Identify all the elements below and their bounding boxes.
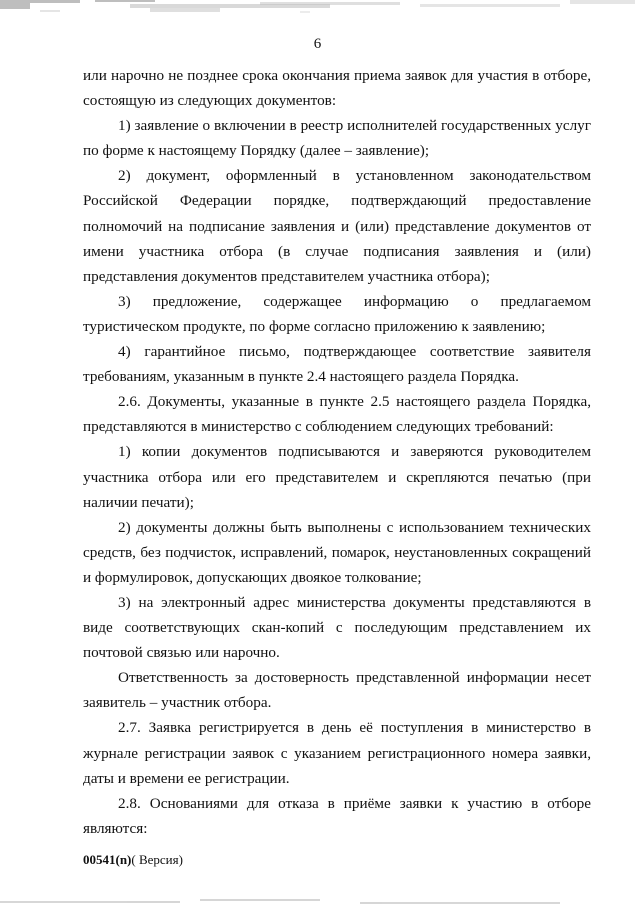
document-code: 00541(n) bbox=[83, 852, 132, 867]
scan-noise-top bbox=[0, 0, 635, 22]
list-item: 1) копии документов подписываются и заверяются руководителем участника отбора или его представителем и скрепляются печатью (при наличии печати); bbox=[83, 443, 591, 511]
list-item: 4) гарантийное письмо, подтверждающее соответствие заявителя требованиям, указанным в пункте 2.4 настоящего раздела Порядка. bbox=[83, 343, 591, 386]
list-item: 2) документ, оформленный в установленном законодательством Российской Федерации порядке, подтверждающий предоставление полномочий на подписание заявления и (или) представление документов от имени участника отбора (в случае подписания заявления и (или) представления документов представителем участника отбора); bbox=[83, 167, 591, 285]
list-item: 3) на электронный адрес министерства документы представляются в виде соответствующих скан-копий с последующим представлением их почтовой связью или нарочно. bbox=[83, 593, 591, 662]
page-number: 6 bbox=[313, 36, 322, 52]
list-item: 2) документы должны быть выполнены с использованием технических средств, без подчисток, исправлений, помарок, неустановленных сокращений и формулировок, допускающих двоякое толкование; bbox=[83, 518, 591, 586]
list-item: 1) заявление о включении в реестр исполнителей государственных услуг по форме к настоящему Порядку (далее – заявление); bbox=[83, 117, 591, 160]
paragraph: или нарочно не позднее срока окончания приема заявок для участия в отборе, состоящую из следующих документов: bbox=[83, 67, 591, 110]
scan-noise-bottom bbox=[0, 898, 635, 905]
paragraph: Ответственность за достоверность представленной информации несет заявитель – участник отбора. bbox=[83, 669, 591, 712]
list-item: 3) предложение, содержащее информацию о предлагаемом туристическом продукте, по форме согласно приложению к заявлению; bbox=[83, 292, 591, 335]
document-body bbox=[83, 63, 591, 841]
version-label: ( Версия) bbox=[131, 852, 183, 867]
footer bbox=[83, 852, 183, 868]
section-paragraph: 2.6. Документы, указанные в пункте 2.5 настоящего раздела Порядка, представляются в министерство с соблюдением следующих требований: bbox=[83, 393, 591, 436]
section-paragraph: 2.7. Заявка регистрируется в день её поступления в министерство в журнале регистрации заявок с указанием регистрационного номера заявки, даты и времени ее регистрации. bbox=[83, 719, 591, 787]
section-paragraph: 2.8. Основаниями для отказа в приёме заявки к участию в отборе являются: bbox=[83, 794, 591, 837]
